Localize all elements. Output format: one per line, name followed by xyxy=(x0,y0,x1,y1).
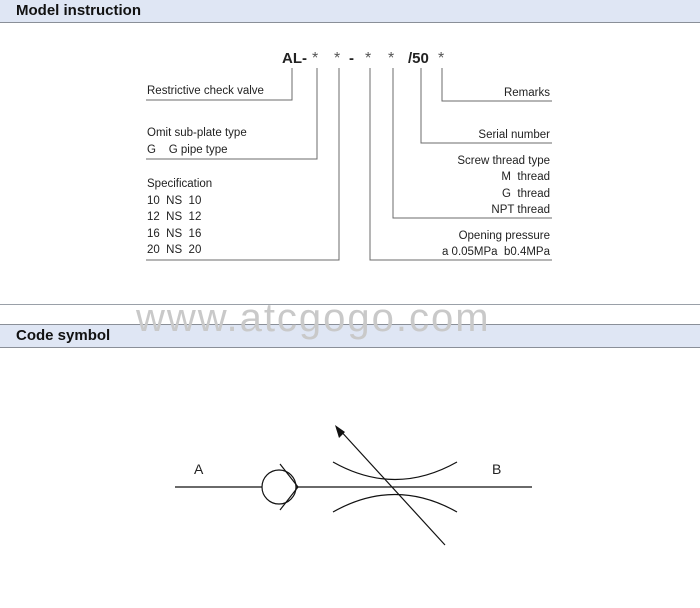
spec-item: 20 NS 20 xyxy=(147,244,202,256)
code-slot-pressure: * xyxy=(365,50,372,67)
label-serial-number: Serial number xyxy=(478,129,550,141)
code-prefix: AL- xyxy=(282,50,307,67)
spec-item: 10 NS 10 xyxy=(147,195,202,207)
spec-item: 16 NS 16 xyxy=(147,228,202,240)
label-m-thread: M thread xyxy=(501,171,550,183)
code-slot-spec: * xyxy=(334,50,341,67)
code-slot-subplate: * xyxy=(312,50,319,67)
arrow-head-icon xyxy=(335,425,345,438)
label-screw-thread-type: Screw thread type xyxy=(457,155,550,167)
check-ball-icon xyxy=(262,470,296,504)
port-b-label: B xyxy=(492,461,502,477)
throttle-arc-upper xyxy=(333,462,457,480)
label-npt-thread: NPT thread xyxy=(491,204,550,216)
label-remarks: Remarks xyxy=(503,87,550,99)
label-omit-subplate: Omit sub-plate type xyxy=(147,127,247,139)
label-specification: Specification xyxy=(147,178,213,190)
model-instruction-title: Model instruction xyxy=(16,2,141,19)
code-dash: - xyxy=(349,50,354,67)
code-serial: /50 xyxy=(408,50,429,67)
label-opening-pressure: Opening pressure xyxy=(458,230,550,242)
label-g-pipe-type: G G pipe type xyxy=(147,144,228,156)
port-a-label: A xyxy=(194,461,204,477)
code-symbol-title: Code symbol xyxy=(16,327,111,344)
code-slot-thread: * xyxy=(388,50,395,67)
label-g-thread: G thread xyxy=(502,188,550,200)
watermark: www.atcgogo.com xyxy=(136,296,491,340)
label-restrictive-check-valve: Restrictive check valve xyxy=(147,85,264,97)
throttle-arc-lower xyxy=(333,495,457,513)
spec-item: 12 NS 12 xyxy=(147,211,202,223)
code-slot-remarks: * xyxy=(438,50,445,67)
label-pressure-values: a 0.05MPa b0.4MPa xyxy=(441,246,550,258)
